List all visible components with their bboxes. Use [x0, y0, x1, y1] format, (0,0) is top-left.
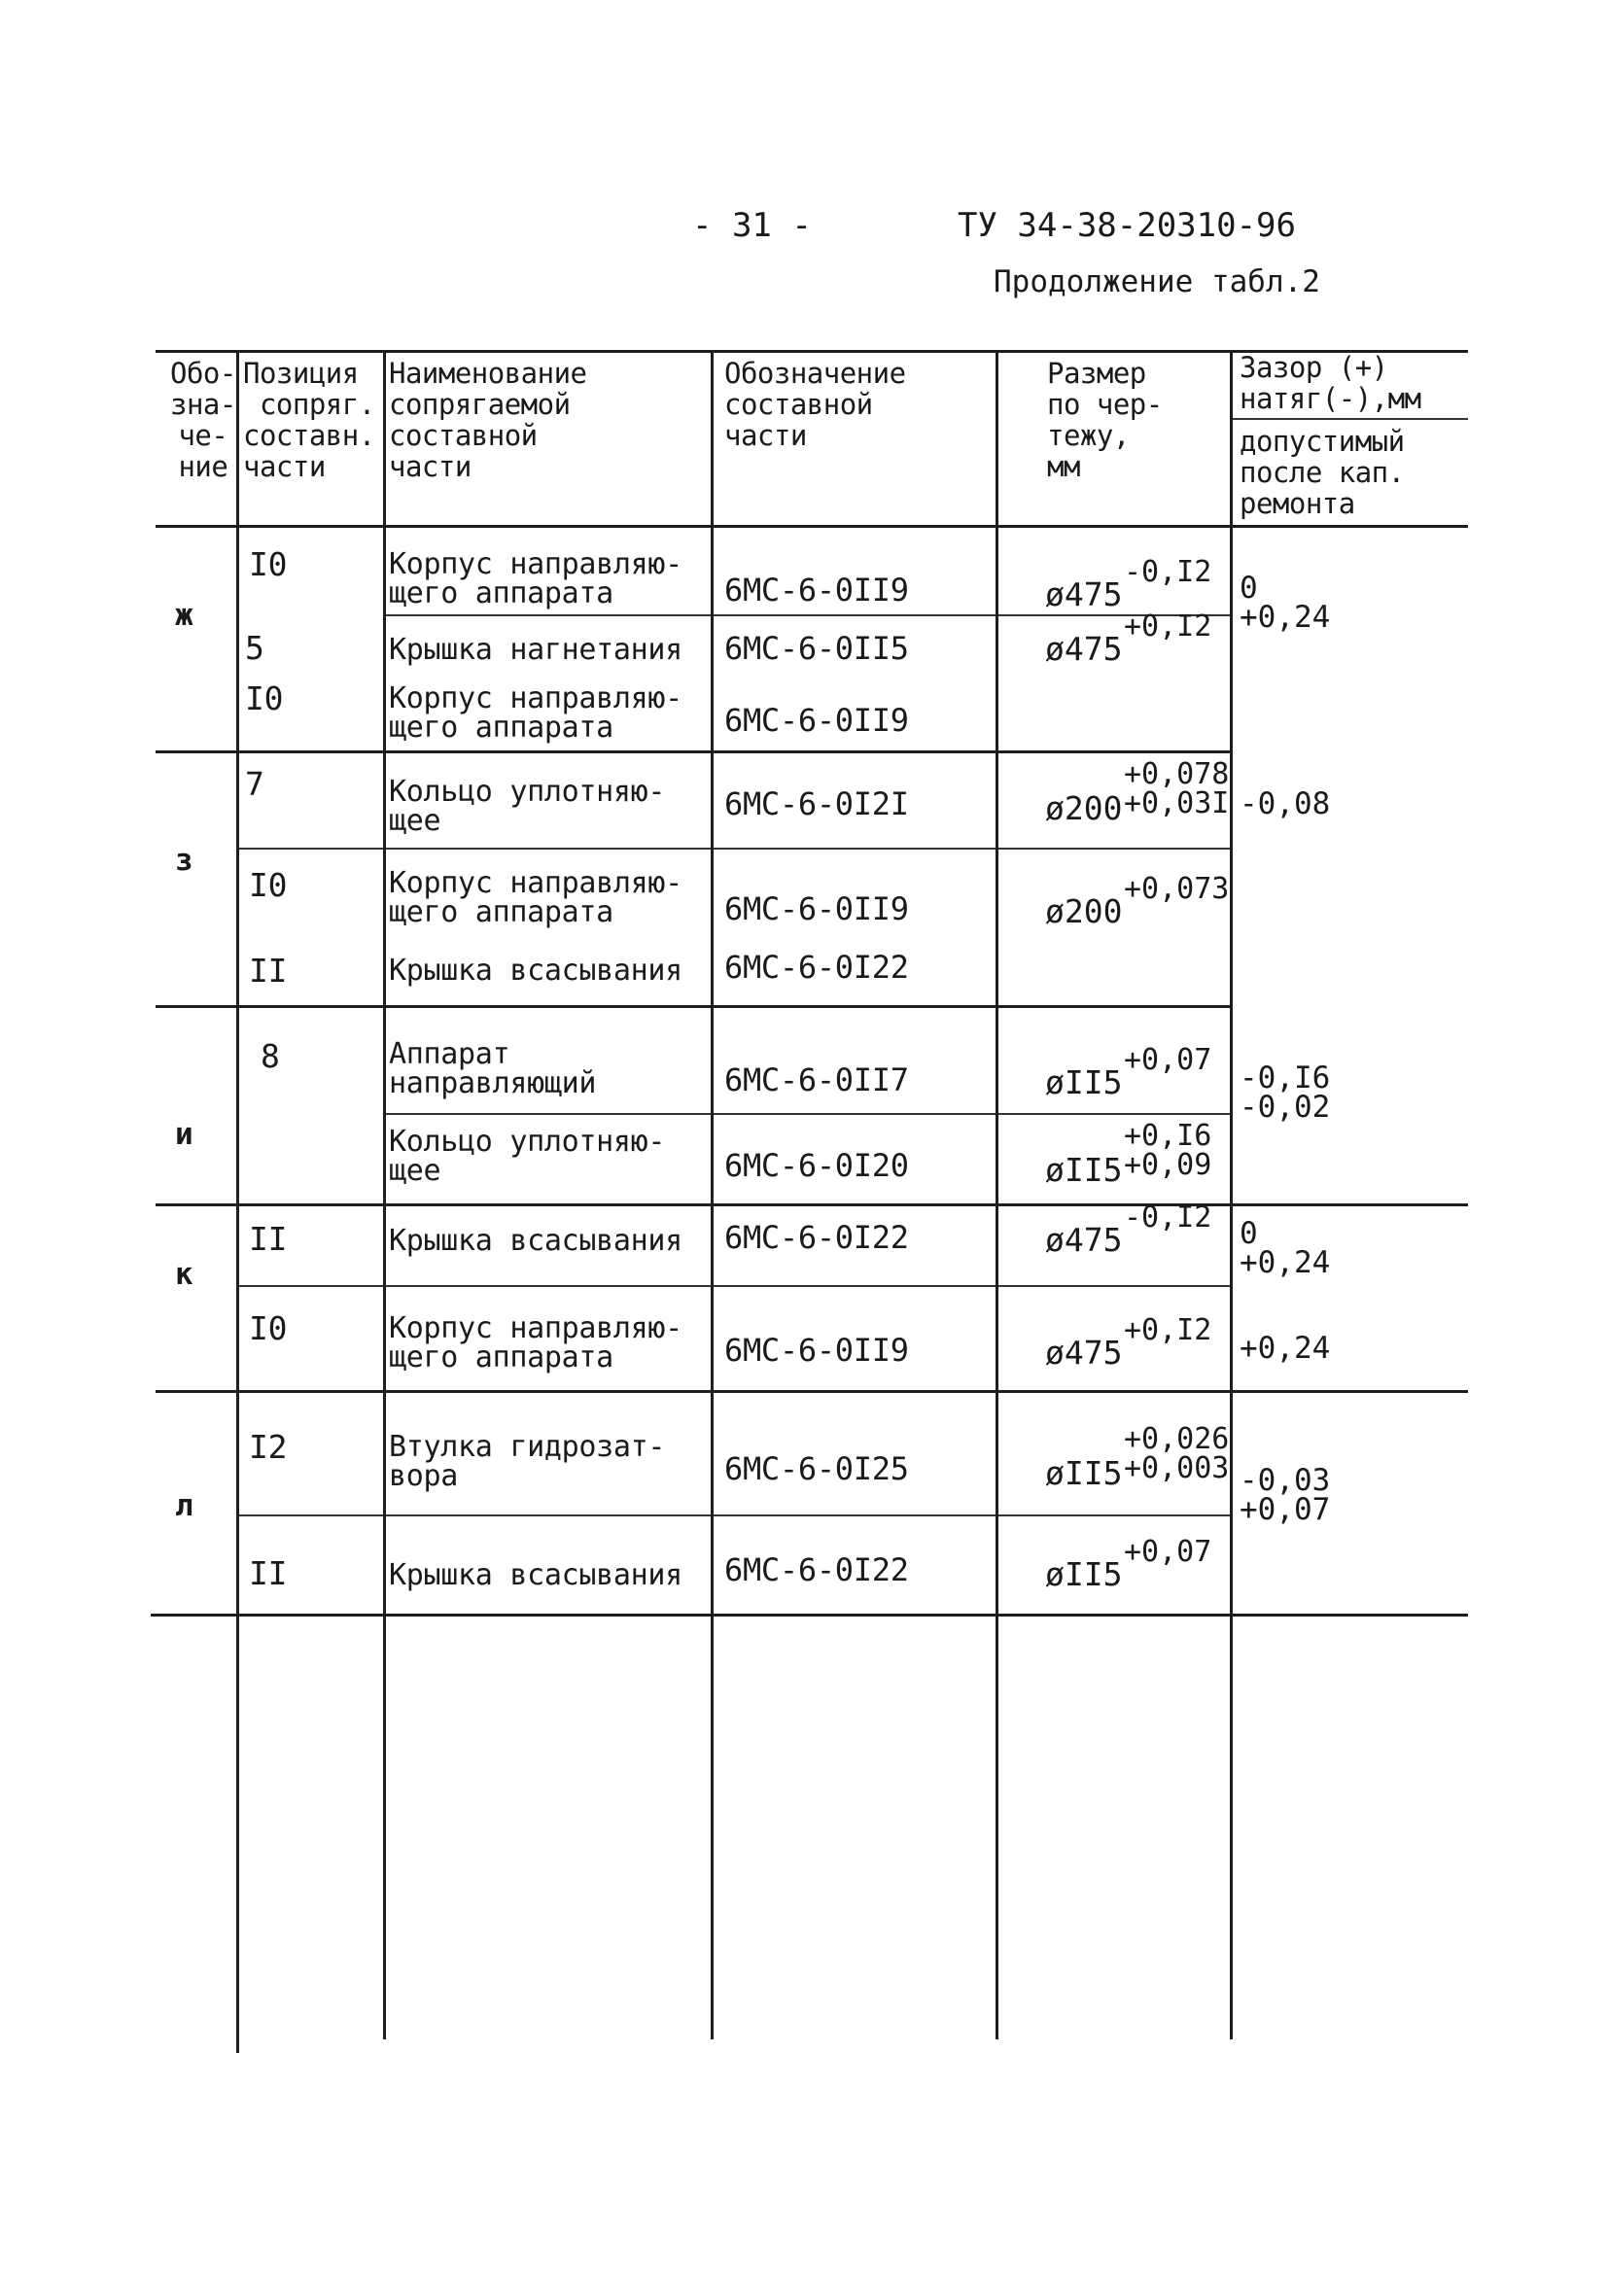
tolerance-lower: +0,09: [1124, 1148, 1212, 1182]
part-code: 6МС-6-0II9: [724, 890, 909, 927]
column-border: [1230, 350, 1233, 2039]
part-code: 6МС-6-0I2I: [724, 785, 909, 822]
column-header-position: Позиция сопряг. составн. части: [243, 357, 375, 483]
group-designation: з: [175, 843, 193, 878]
position-number: 5: [245, 629, 264, 667]
part-code: 6МС-6-0II7: [724, 1061, 909, 1098]
column-header-name: Наименование сопрягаемой составной части: [389, 357, 587, 483]
allowed-gap: +0,24: [1240, 1331, 1331, 1366]
group-divider: [156, 1203, 1468, 1206]
row-divider: [386, 614, 1232, 616]
tolerance: +0,I2: [1124, 609, 1212, 644]
nominal-diameter: øII5: [1045, 1151, 1123, 1189]
part-name: Втулка гидрозат- вора: [389, 1430, 666, 1493]
tolerance: +0,073: [1124, 872, 1230, 906]
tolerance-upper: +0,I6: [1124, 1119, 1212, 1153]
allowed-gap: 0 +0,24: [1240, 571, 1331, 635]
nominal-diameter: ø200: [1045, 892, 1123, 930]
part-name: Корпус направляю- щего аппарата: [389, 547, 682, 610]
nominal-diameter: ø200: [1045, 789, 1123, 827]
drawing-size: [1045, 1422, 1230, 1492]
part-name: Корпус направляю- щего аппарата: [389, 866, 682, 929]
column-border: [236, 350, 239, 2053]
nominal-diameter: ø475: [1045, 575, 1123, 613]
group-divider: [156, 1005, 1232, 1008]
position-number: I2: [249, 1428, 288, 1466]
part-name: Крышка всасывания: [389, 1224, 682, 1258]
tolerance: +0,I2: [1124, 1313, 1212, 1347]
group-designation: ж: [175, 598, 193, 633]
nominal-diameter: ø475: [1045, 630, 1123, 668]
allowed-gap: -0,08: [1240, 786, 1331, 821]
group-divider: [156, 1390, 1468, 1393]
allowed-gap: 0 +0,24: [1240, 1216, 1331, 1280]
drawing-size: [1045, 757, 1230, 827]
nominal-diameter: ø475: [1045, 1334, 1123, 1372]
column-border: [711, 350, 714, 2039]
part-code: 6МС-6-0II9: [724, 1332, 909, 1369]
tolerance-upper: +0,078: [1124, 757, 1230, 791]
position-number: II: [249, 1554, 288, 1592]
drawing-size: [1045, 1043, 1212, 1101]
drawing-size: [1045, 1119, 1212, 1189]
group-designation: л: [175, 1488, 193, 1523]
drawing-size: [1045, 1313, 1212, 1372]
drawing-size: [1045, 1200, 1212, 1259]
drawing-size: [1045, 1535, 1212, 1593]
position-number: II: [249, 952, 288, 990]
part-code: 6МС-6-0I20: [724, 1147, 909, 1184]
column-border: [996, 350, 998, 2039]
gap-header-divider: [1233, 418, 1468, 420]
part-name: Крышка всасывания: [389, 954, 682, 988]
tolerance: +0,07: [1124, 1043, 1212, 1077]
position-number: I0: [249, 866, 288, 904]
header-bottom-border: [156, 525, 1468, 528]
nominal-diameter: øII5: [1045, 1063, 1123, 1101]
column-header-part-code: Обозначение составной части: [724, 357, 906, 452]
document-code: ТУ 34-38-20310-96: [958, 206, 1296, 245]
part-name: Аппарат направляющий: [389, 1037, 597, 1100]
table-continuation-label: Продолжение табл.2: [994, 264, 1320, 299]
row-divider: [238, 848, 1232, 850]
allowed-gap: -0,03 +0,07: [1240, 1463, 1331, 1527]
part-code: 6МС-6-0II9: [724, 572, 909, 609]
part-name: Кольцо уплотняю- щее: [389, 1125, 666, 1188]
nominal-diameter: øII5: [1045, 1454, 1123, 1492]
row-divider: [238, 1514, 1232, 1516]
column-border: [383, 350, 386, 2039]
position-number: I0: [249, 1309, 288, 1347]
part-name: Крышка всасывания: [389, 1558, 682, 1592]
row-divider: [238, 1285, 1232, 1287]
part-code: 6МС-6-0II5: [724, 630, 909, 667]
part-code: 6МС-6-0I22: [724, 949, 909, 986]
allowed-gap: -0,I6 -0,02: [1240, 1061, 1331, 1125]
group-designation: и: [175, 1117, 193, 1152]
column-header-size: Размер по чер- тежу, мм: [1047, 357, 1163, 483]
column-header-designation: Обо- зна- че- ние: [170, 357, 236, 483]
page-number: - 31 -: [692, 206, 812, 245]
group-divider: [156, 750, 1232, 753]
position-number: I0: [249, 545, 288, 583]
part-code: 6МС-6-0I22: [724, 1219, 909, 1256]
tolerance: -0,I2: [1124, 555, 1212, 589]
tolerance-lower: +0,003: [1124, 1451, 1230, 1485]
table-bottom-border: [151, 1614, 1468, 1617]
drawing-size: [1045, 872, 1230, 930]
tolerance-lower: +0,03I: [1124, 786, 1230, 820]
tolerance: -0,I2: [1124, 1200, 1212, 1235]
part-name: Корпус направляю- щего аппарата: [389, 1311, 682, 1374]
column-header-gap-allowed: допустимый после кап. ремонта: [1240, 425, 1405, 520]
tolerance: +0,07: [1124, 1535, 1212, 1569]
position-number: 8: [261, 1037, 280, 1075]
position-number: 7: [245, 765, 264, 803]
drawing-size: [1045, 555, 1212, 613]
tolerance-upper: +0,026: [1124, 1422, 1230, 1456]
nominal-diameter: ø475: [1045, 1221, 1123, 1259]
row-divider: [386, 1113, 1232, 1115]
part-name: Крышка нагнетания: [389, 633, 682, 667]
nominal-diameter: øII5: [1045, 1555, 1123, 1593]
part-name: Кольцо уплотняю- щее: [389, 775, 666, 838]
part-code: 6МС-6-0II9: [724, 702, 909, 739]
drawing-size: [1045, 609, 1212, 668]
position-number: I0: [245, 679, 284, 717]
part-code: 6МС-6-0I25: [724, 1450, 909, 1487]
position-number: II: [249, 1220, 288, 1258]
part-name: Корпус направляю- щего аппарата: [389, 681, 682, 745]
group-designation: к: [175, 1257, 193, 1292]
column-header-gap: Зазор (+) натяг(-),мм: [1240, 351, 1421, 415]
part-code: 6МС-6-0I22: [724, 1551, 909, 1588]
